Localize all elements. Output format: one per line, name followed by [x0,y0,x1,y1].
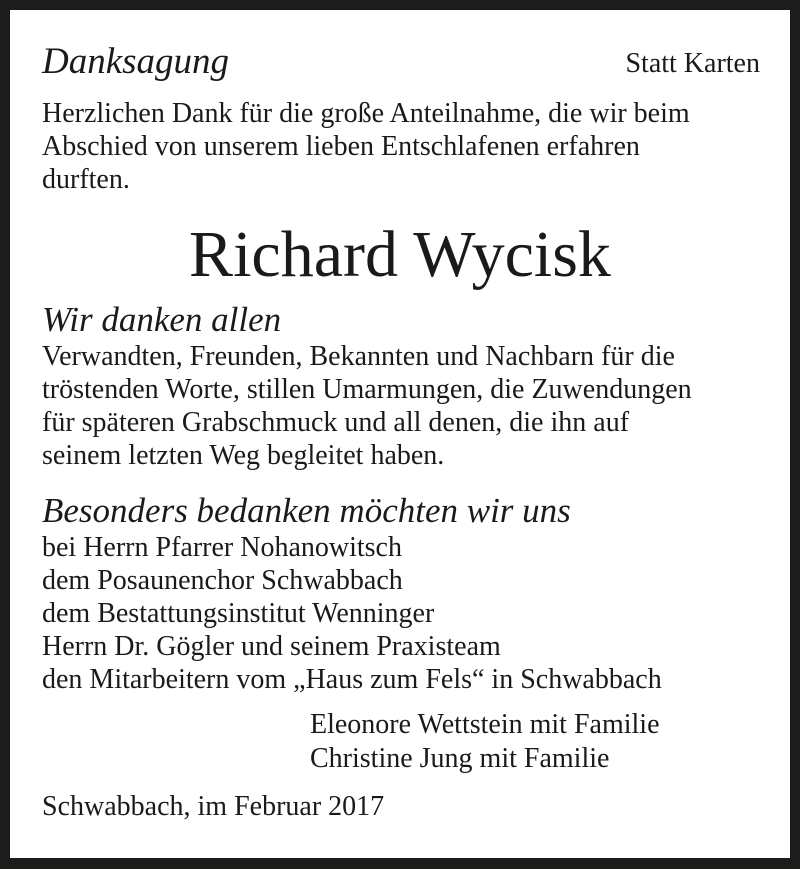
special-thanks-line: Herrn Dr. Gögler und seinem Praxisteam [42,631,501,662]
obituary-notice [10,10,790,858]
thanks-all-line: seinem letzten Weg begleitet haben. [42,440,445,471]
place-date: Schwabbach, im Februar 2017 [42,791,385,822]
thanks-all-line: Verwandten, Freunden, Bekannten und Nachbarn für die [42,341,675,372]
notice-title: Danksagung [42,41,230,82]
signature: Eleonore Wettstein mit Familie [310,709,660,740]
intro-line: Herzlichen Dank für die große Anteilnahme, die wir beim [42,98,690,129]
thanks-all-line: tröstenden Worte, stillen Umarmungen, die Zuwendungen [42,374,692,405]
deceased-name: Richard Wycisk [189,218,611,291]
notice-note: Statt Karten [625,48,760,79]
special-thanks-line: den Mitarbeitern vom „Haus zum Fels“ in Schwabbach [42,664,662,695]
special-thanks-heading: Besonders bedanken möchten wir uns [42,491,571,530]
special-thanks-line: dem Posaunenchor Schwabbach [42,565,403,596]
intro-line: durften. [42,164,130,195]
signature: Christine Jung mit Familie [310,743,610,774]
thanks-all-line: für späteren Grabschmuck und all denen, die ihn auf [42,407,630,438]
special-thanks-line: bei Herrn Pfarrer Nohanowitsch [42,532,402,563]
thanks-all-heading: Wir danken allen [42,300,282,339]
special-thanks-line: dem Bestattungsinstitut Wenninger [42,598,435,629]
intro-line: Abschied von unserem lieben Entschlafenen erfahren [42,131,640,162]
